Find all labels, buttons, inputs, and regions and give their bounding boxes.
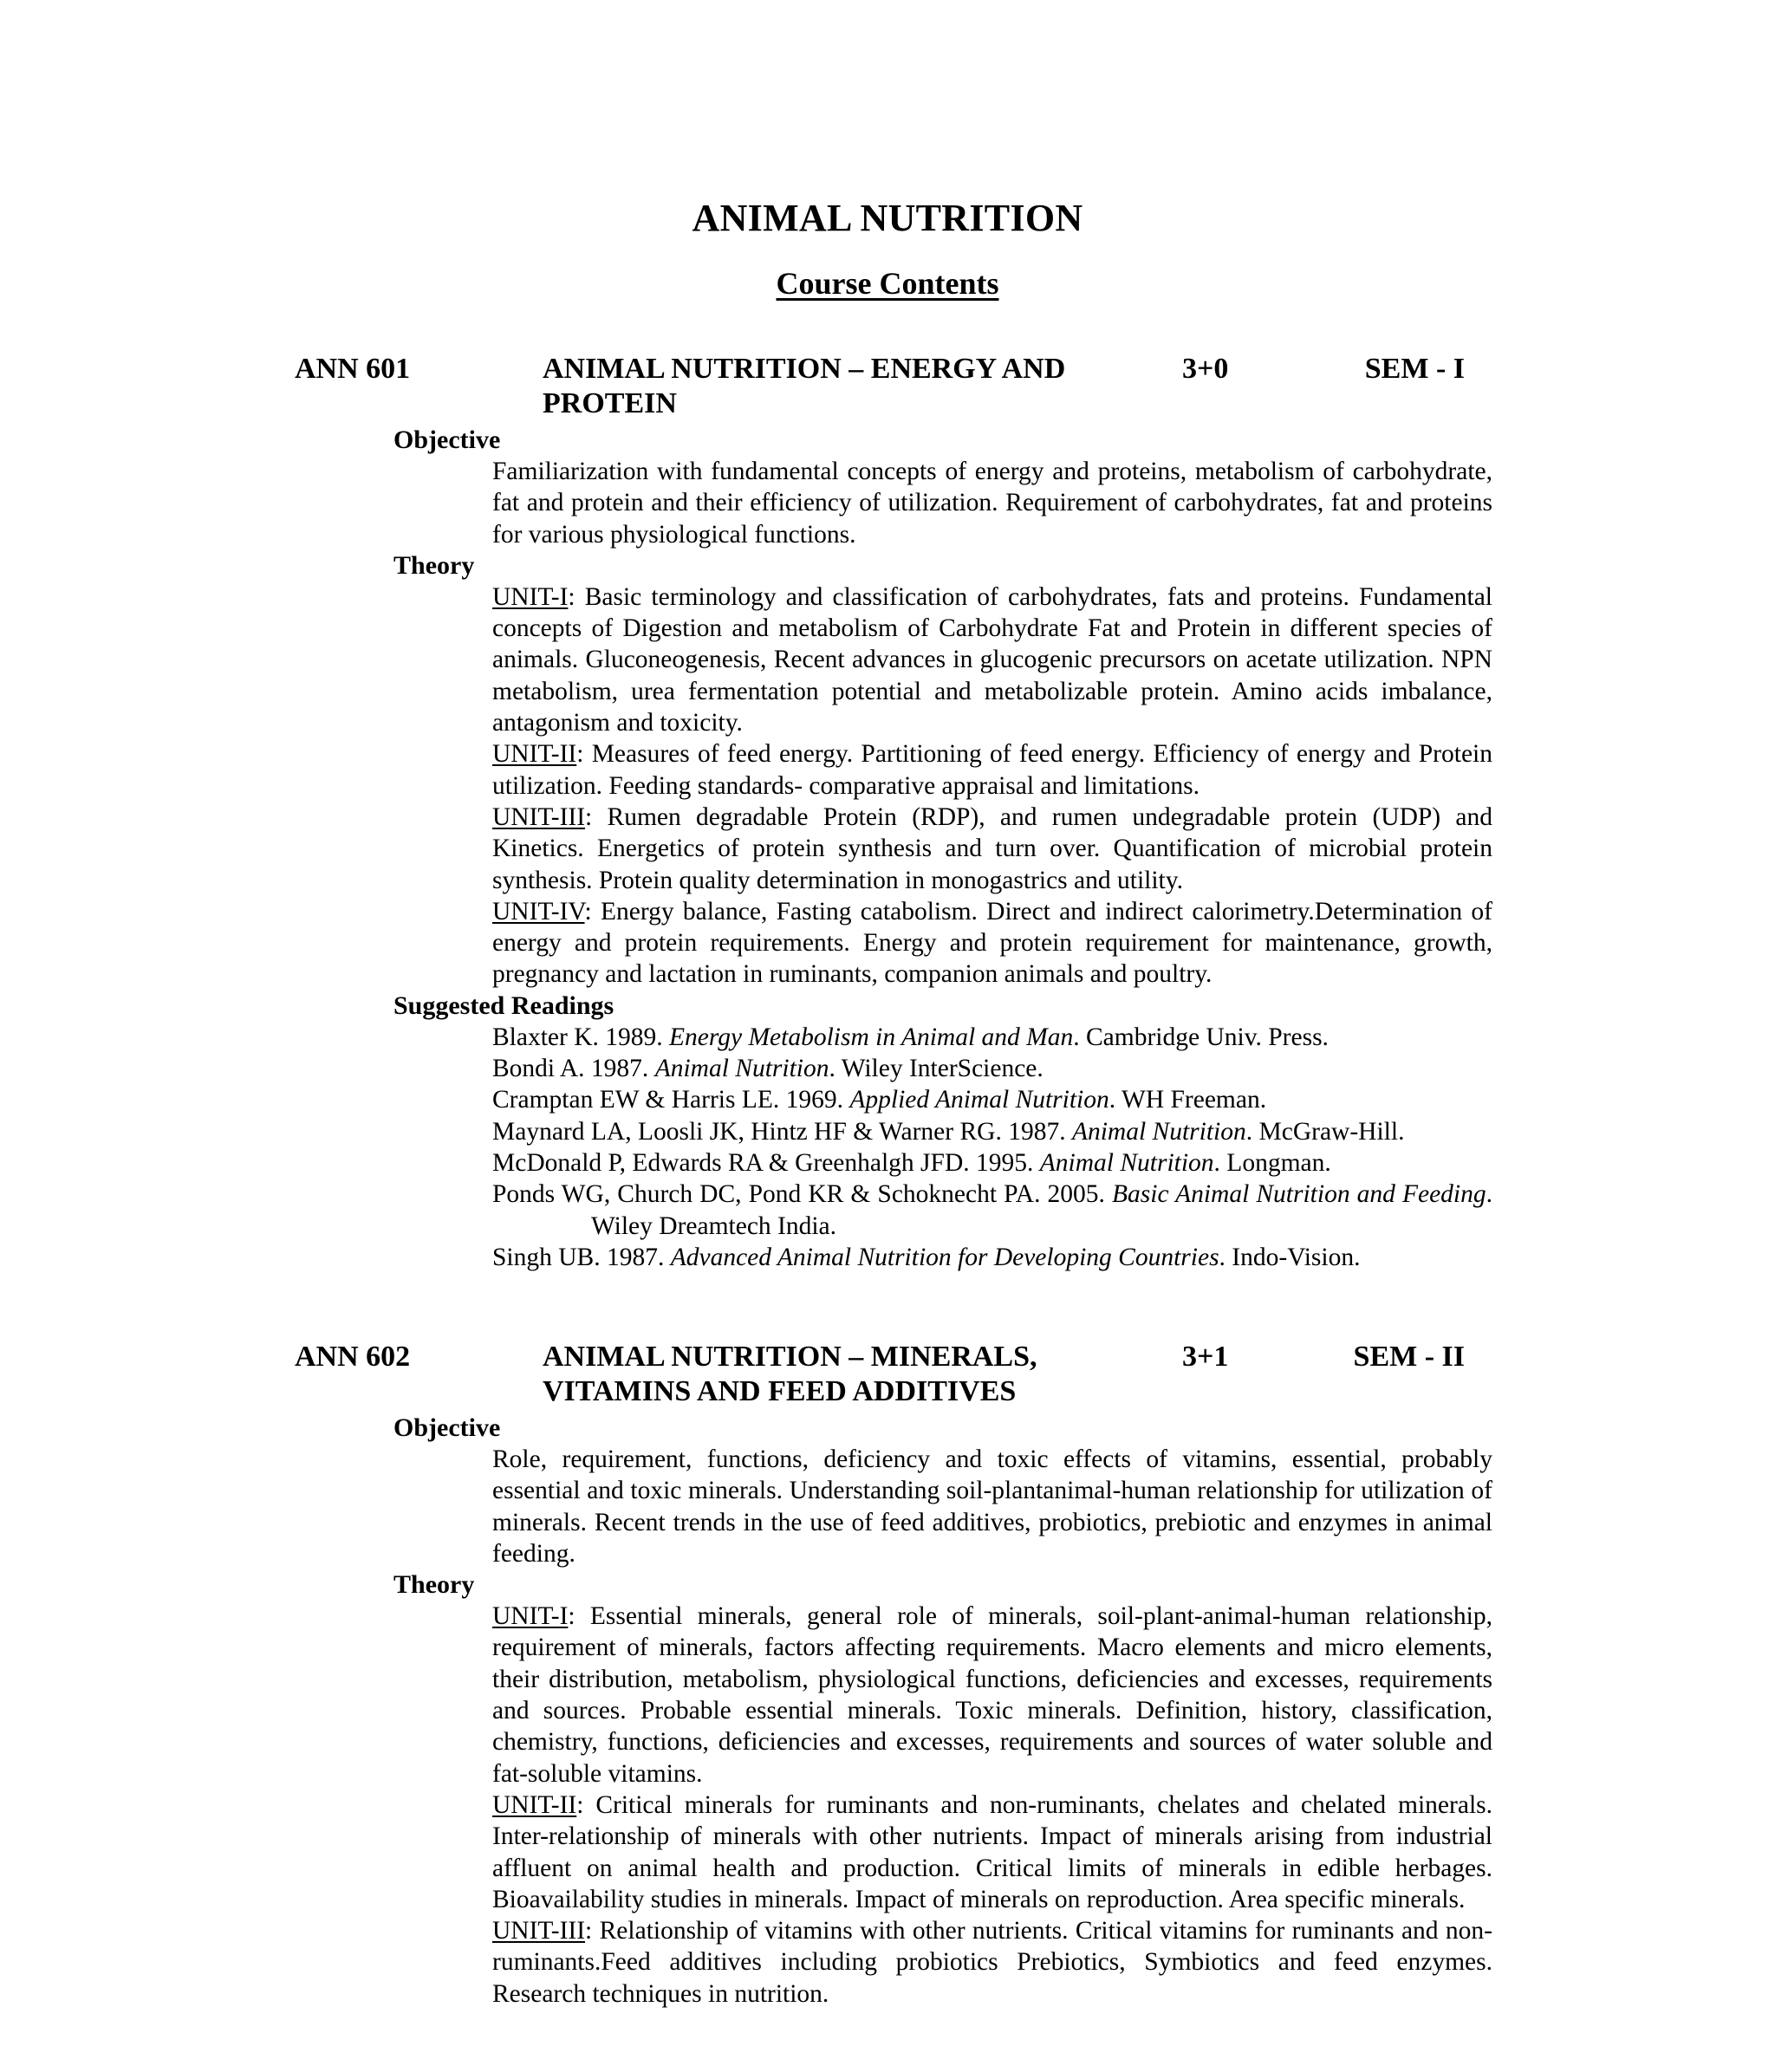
course-header [0, 1340, 1775, 1413]
unit-label: UNIT-III [492, 802, 586, 831]
theory-heading: Theory [393, 1570, 475, 1600]
unit-label: UNIT-II [492, 1790, 577, 1819]
unit-text: : Essential minerals, general role of minerals, soil-plant-animal-human relationship, requirement of minerals, factors affecting requirements. Macro elements and micro elements, their distribution, metabolism, physiological functions, deficiencies and excesses, requirements and sources. Probable essential minerals. Toxic minerals. Definition, history, classification, chemistry, functions, deficiencies and excesses, requirements and sources of water soluble and fat-soluble vitamins. [492, 1602, 1492, 1788]
reading-item: McDonald P, Edwards RA & Greenhalgh JFD. 1995. Animal Nutrition. Longman. [492, 1148, 1331, 1177]
course-code: ANN 601 [295, 353, 411, 385]
theory-heading: Theory [393, 550, 475, 580]
readings-list [492, 1022, 1492, 1273]
unit-paragraph [492, 1601, 1492, 1789]
book-title: Animal Nutrition [654, 1055, 829, 1083]
course-title: ANIMAL NUTRITION – MINERALS, VITAMINS AND FEED ADDITIVES [543, 1341, 1037, 1407]
book-title: Animal Nutrition [1071, 1117, 1246, 1146]
unit-paragraph [492, 581, 1492, 738]
unit-paragraph [492, 802, 1492, 896]
unit-text: : Energy balance, Fasting catabolism. Direct and indirect calorimetry.Determination of energy and protein requirements. Energy and protein requirement for maintenance, growth, pregnancy and lactation in ruminants, companion animals and poultry. [492, 897, 1492, 989]
unit-text: : Basic terminology and classification of carbohydrates, fats and proteins. Fundamental concepts of Digestion and metabolism of Carbohydrate Fat and Protein in different species of animals. Gluconeogenesis, Recent advances in glucogenic precursors on acetate utilization. NPN metabolism, urea fermentation potential and metabolizable protein. Amino acids imbalance, antagonism and toxicity. [492, 582, 1492, 737]
objective-heading: Objective [393, 1413, 501, 1442]
objective-text: Familiarization with fundamental concepts of energy and proteins, metabolism of carbohydrate, fat and protein and their efficiency of utilization. Requirement of carbohydrates, fat and proteins for various physiological functions. [492, 458, 1492, 549]
unit-label: UNIT-III [492, 1917, 586, 1945]
book-title: Animal Nutrition [1039, 1148, 1214, 1177]
course-semester: SEM - I [1364, 353, 1465, 385]
reading-item: Cramptan EW & Harris LE. 1969. Applied Animal Nutrition. WH Freeman. [492, 1086, 1267, 1114]
course-credits: 3+0 [1182, 353, 1229, 385]
unit-text: : Critical minerals for ruminants and non-ruminants, chelates and chelated minerals. Inter-relationship of minerals with other nutrients. Impact of minerals arising from industrial affluent on animal health and production. Critical limits of minerals in edible herbages. Bioavailability studies in minerals. Impact of minerals on reproduction. Area specific minerals. [492, 1790, 1492, 1913]
course-header [0, 352, 1775, 425]
objective-text: Role, requirement, functions, deficiency and toxic effects of vitamins, essential, probably essential and toxic minerals. Understanding soil-plantanimal-human relationship for utilization of minerals. Recent trends in the use of feed additives, probiotics, prebiotic and enzymes in animal feeding. [492, 1445, 1492, 1568]
course-title: ANIMAL NUTRITION – ENERGY AND PROTEIN [543, 353, 1066, 419]
book-title: Energy Metabolism in Animal and Man [669, 1023, 1074, 1051]
unit-paragraph [492, 896, 1492, 991]
unit-label: UNIT-II [492, 740, 577, 769]
unit-label: UNIT-I [492, 1602, 569, 1631]
reading-item: Maynard LA, Loosli JK, Hintz HF & Warner RG. 1987. Animal Nutrition. McGraw-Hill. [492, 1117, 1405, 1146]
objective-heading: Objective [393, 425, 501, 454]
course-ann-602 [0, 1340, 1775, 2010]
course-credits: 3+1 [1182, 1341, 1229, 1373]
unit-paragraph [492, 1915, 1492, 2010]
unit-text: : Relationship of vitamins with other nutrients. Critical vitamins for ruminants and non-ruminants.Feed additives including probiotics Prebiotics, Symbiotics and feed enzymes. Research techniques in nutrition. [492, 1917, 1492, 2008]
unit-label: UNIT-IV [492, 897, 585, 926]
document-subtitle: Course Contents [776, 266, 999, 301]
book-title: Applied Animal Nutrition [849, 1086, 1109, 1114]
reading-item: Bondi A. 1987. Animal Nutrition. Wiley InterScience. [492, 1055, 1044, 1083]
readings-heading: Suggested Readings [393, 991, 614, 1020]
book-title: Advanced Animal Nutrition for Developing Countries [670, 1243, 1219, 1271]
unit-paragraph [492, 1789, 1492, 1915]
unit-text: : Measures of feed energy. Partitioning of feed energy. Efficiency of energy and Protein utilization. Feeding standards- comparative appraisal and limitations. [492, 740, 1492, 800]
unit-paragraph [492, 738, 1492, 802]
document-title: ANIMAL NUTRITION [692, 197, 1083, 239]
reading-item: Singh UB. 1987. Advanced Animal Nutrition for Developing Countries. Indo-Vision. [492, 1243, 1361, 1271]
course-code: ANN 602 [295, 1341, 411, 1373]
unit-label: UNIT-I [492, 582, 569, 611]
reading-item: Blaxter K. 1989. Energy Metabolism in Animal and Man. Cambridge Univ. Press. [492, 1023, 1329, 1051]
course-semester: SEM - II [1353, 1341, 1465, 1373]
course-ann-601 [0, 352, 1775, 1273]
unit-text: : Rumen degradable Protein (RDP), and rumen undegradable protein (UDP) and Kinetics. Energetics of protein synthesis and turn over. Quantification of microbial protein synthesis. Protein quality determination in monogastrics and utility. [492, 802, 1492, 894]
book-title: Basic Animal Nutrition and Feeding [1112, 1180, 1486, 1209]
reading-item: Ponds WG, Church DC, Pond KR & Schoknecht PA. 2005. Basic Animal Nutrition and Feeding. Wiley Dreamtech India. [492, 1180, 1492, 1240]
